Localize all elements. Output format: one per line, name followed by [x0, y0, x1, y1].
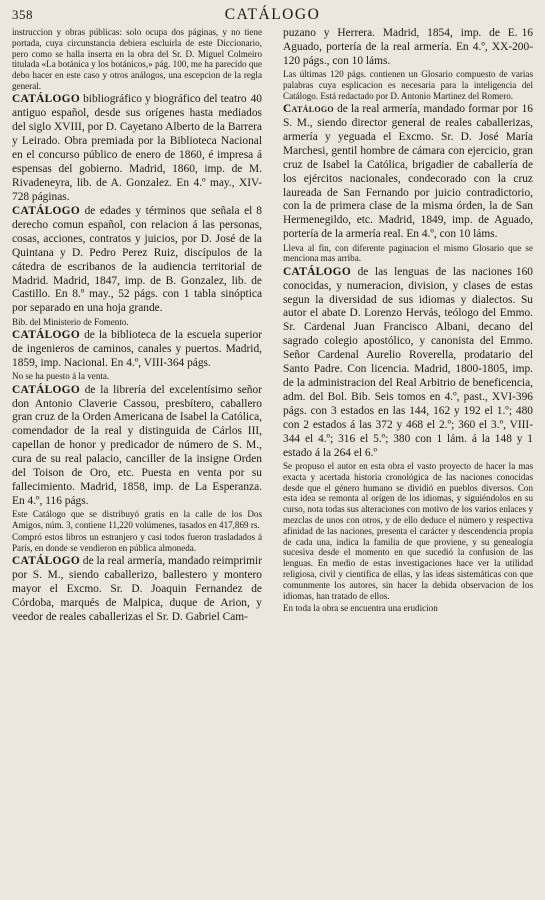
right-column	[283, 27, 533, 625]
entry-note: Se propuso el autor en esta obra el vasto proyecto de hacer la mas exacta y acertada historia cronológica de las naciones conocidas desde que el género humano se dividió en pueblos diversos. Con esta idea se remonta al orígen de los idiomas, y siguiéndolos en su curso, nota todas sus alteraciones con motivo de los varios enlaces y mezclas de unos con otros, y de ello deduce el número y respectiva afinidad de las naciones, presenta el carácter y descendencia propia de cada una, indica la familia de que proviene, y su genealogía sucesiva desde el momento en que sucedió la confusion de las lenguas. En medio de estas investigaciones hace ver la utilidad religiosa, civil y científica de ellas, y las ideas sistemáticas con que comunmente los autores, sin hacer la debida observacion de los idiomas, han tratado de ellos.	[283, 460, 533, 601]
entry-note: Bib. del Ministerio de Fomento.	[12, 316, 129, 327]
entry-text: bibliográfico y biográfico del teatro antiguo español, desde sus orígenes hasta mediados del siglo XVIII, por D. Cayetano Alberto de la Barrera y Leirado. Obra premiada por la Biblioteca Nacional en el concurso público de enero de 1860, é impresa á espensas del gobierno. Madrid, 1860, imp. de M. Rivadeneyra, lib. de A. Gonzalez. En 4.º may., XIV-728 páginas.	[12, 93, 262, 203]
entry-text: puzano y Herrera. Madrid, 1854, imp. de E. Aguado, portería de la real armería. En 4.º, XX-200-120 págs., con 10 láms.	[283, 27, 533, 67]
entry-text: de la biblioteca de la escuela superior de ingenieros de caminos, canales y puertos. Madrid, 1859, imp. Nacional. En 4.º, VIII-364 págs.	[12, 329, 262, 369]
page-number: 358	[12, 7, 33, 22]
entry-note: Compró estos libros un estranjero y casi todos fueron trasladados á París, en donde se vendieron en pública almoneda.	[12, 532, 262, 554]
reference-number: 8	[256, 205, 262, 218]
reference-number: 16	[521, 103, 533, 116]
page-header	[12, 5, 533, 27]
entry-headword: CATÁLOGO	[12, 555, 81, 568]
entry-headword: CATÁLOGO	[12, 329, 81, 342]
entry-note: En toda la obra se encuentra una erudicion	[283, 602, 438, 613]
catalog-entry	[12, 93, 262, 204]
entry-note: Lleva al fin, con diferente paginacion el mismo Glosario que se menciona mas arriba.	[283, 242, 533, 264]
entry-headword: CATÁLOGO	[283, 265, 352, 278]
entry-note: Las últimas 120 págs. contienen un Glosario compuesto de varias palabras cuya esplicacion es necesaria para la inteligencia del Catálogo. Está redactado por D. Antonio Martinez del Romero.	[283, 69, 533, 101]
catalog-entry	[283, 27, 533, 69]
catalog-entry	[283, 266, 533, 461]
running-head: CATÁLOGO	[224, 6, 321, 23]
catalog-entry	[283, 103, 533, 242]
catalog-entry	[12, 205, 262, 316]
entry-text: de la real armería, mandado reimprimir por S. M., siendo caballerizo, ballestero y montero mayor el Excmo. Sr. D. Joaquin Fernandez de Córdoba, marqués de Malpica, duque de Arion, y veedor de reales caballerizas el Sr. D. Gabriel Cam-	[12, 555, 262, 624]
entry-note: No se ha puesto á la venta.	[12, 371, 110, 382]
reference-number: 16	[521, 27, 533, 39]
entry-headword: CATÁLOGO	[12, 205, 81, 218]
catalog-entry	[12, 329, 262, 371]
entry-headword: CATÁLOGO	[12, 93, 81, 106]
catalog-entry	[12, 555, 262, 625]
entry-text: de la librería del excelentísimo señor don Antonio Claverie Cassou, presbítero, caballero gran cruz de la Orden Americana de Isabel la Católica, comendador de la real y distinguida de Cárlos III, capellan de honor y predicador de número de S. M., cura de su real palacio, canciller de la insigne Orden del Toison de Oro, etc. Puesta en venta por su fallecimiento. Madrid, 1858, imp. de La Esperanza. En 4.º, 116 págs.	[12, 383, 262, 507]
reference-number: 40	[250, 93, 262, 106]
entry-text: de las lenguas de las naciones conocidas, y numeracion, division, y clases de estas segun la diversidad de sus idiomas y dialectos. Su autor el abate D. Lorenzo Hervás, teólogo del Emmo. Sr. Cardenal Juan Francisco Albani, decano del sagrado colegio apostólico, y canonista del Emmo. Señor Cardenal Aurelio Roverella, prodatario del Santo Padre. Con licencia. Madrid, 1800-1805, imp. de la administracion del Real Arbitrio de beneficencia, adm. del Bol. Bib. Seis tomos en 4.º, past., XVI-396 págs. con 3 estados en las 144, 162 y 192 el 1.º; 480 con 2 estados á las 372 y 468 el 2.º; 360 el 3.º, VIII-344 el 4.º; 316 el 5.º; 380 con 1 lám. á la 148 y 1 estado á la 264 el 6.º	[283, 265, 533, 459]
entry-text: de edades y términos que señala el derecho comun español, con relacion á las personas, cosas, acciones, contratos y juicios, por D. José de la Quintana y D. Pedro Perez Ruiz, discípulos de la cátedra de escribanos de la audiencia territorial de Madrid. Madrid, 1847, imp. de B. Gonzalez, lib. de Castillo. En 8.º may., 52 págs. con 1 tabla sinóptica por separado en una hoja grande.	[12, 205, 262, 315]
catalog-entry	[12, 384, 262, 509]
entry-headword: CATÁLOGO	[12, 383, 81, 396]
entry-headword: Catálogo	[283, 103, 334, 116]
text-columns	[12, 27, 533, 625]
entry-text: de la real armería, mandado formar por S. M., siendo director general de reales caballerizas, armería y yeguada el Excmo. Sr. D. José María Marchesi, gentil hombre de cámara con ejercicio, gran cruz de Isabel la Católica, brigadier de caballería de los ejércitos nacionales, condecorado con la cruz laureada de San Fernando por juicio contradictorio, con la de primera clase de la misma órden, la de San Hermenegildo, etc. Madrid, 1849, imp. de Aguado, portería de la armería real. En 4.º, con 10 láms.	[283, 103, 533, 241]
entry-note: instruccion y obras públicas: solo ocupa dos páginas, y no tiene portada, cuya circunstancia debiera escluirla de este Diccionario, pero como se halla inserta en la obra del Sr. D. Miguel Colmeiro titulada «La botánica y los botánicos,» pág. 100, me ha parecido que debo hacer en este caso y otros análogos, una escepcion de la regla general.	[12, 27, 262, 91]
reference-number: 160	[515, 265, 533, 278]
left-column	[12, 27, 262, 625]
entry-note: Este Catálogo que se distribuyó gratis en la calle de los Dos Amigos, núm. 3, contiene 11,220 volúmenes, tasados en 417,869 rs.	[12, 509, 262, 531]
